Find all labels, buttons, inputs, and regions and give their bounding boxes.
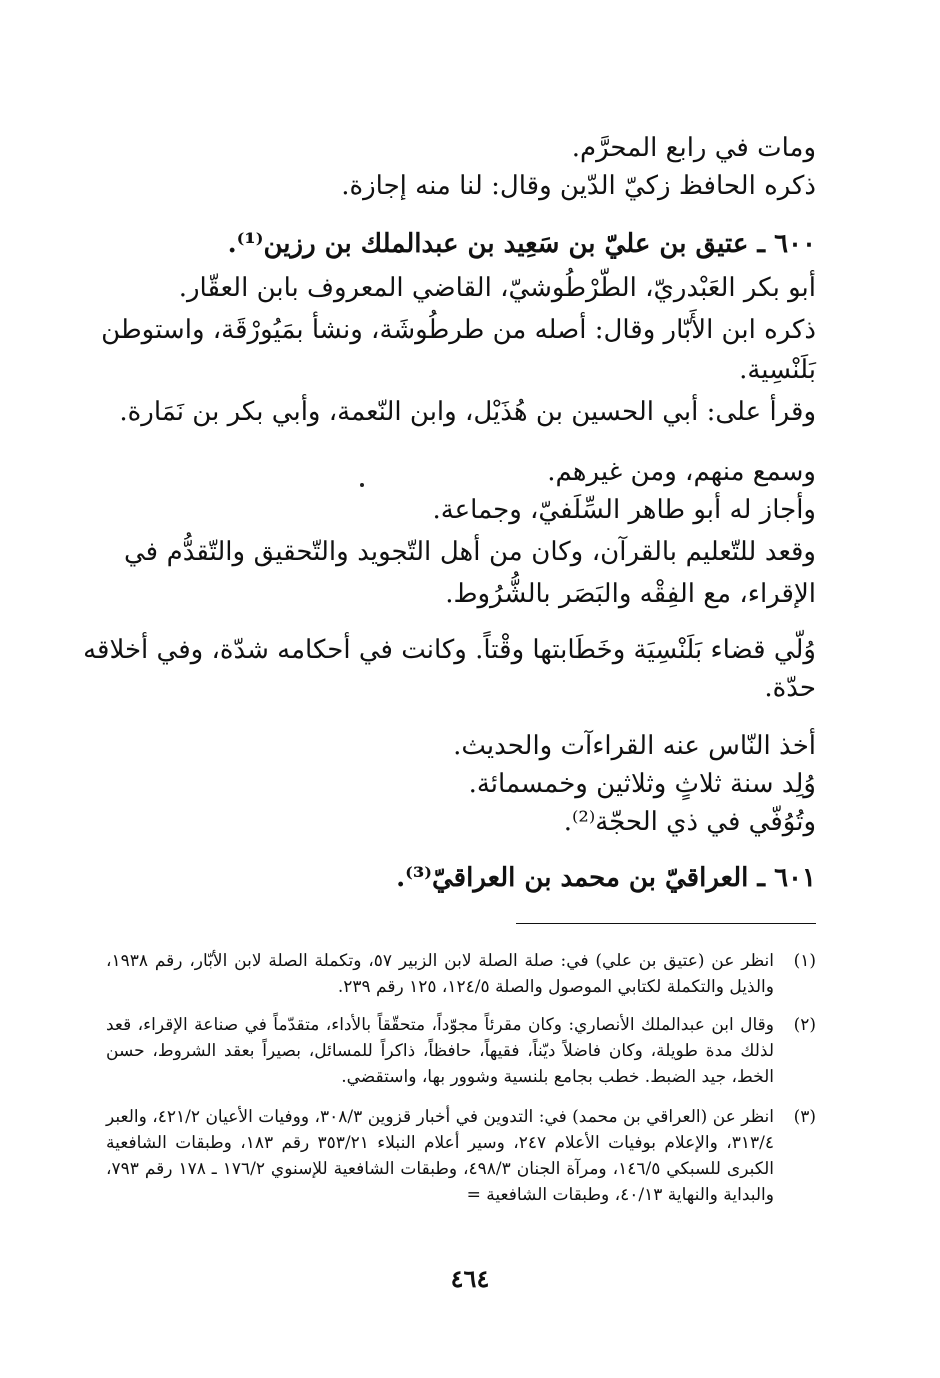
text-line: وأجاز له أبو طاهر السِّلَفيّ، وجماعة. [432, 495, 816, 525]
footnote-text: انظر عن (عتيق بن علي) في: صلة الصلة لابن الزبير ٥٧، وتكملة الصلة لابن الأبّار، رقم ١٩٣٨، والذيل والتكملة لكتابي الموصول والصلة ١٢٤/٥، ١٢٥ رقم ٢٣٩. [106, 951, 774, 997]
text-line: الإقراء، مع الفِقْه والبَصَر بالشُّرُوط. [445, 579, 816, 609]
text-line: وقعد للتّعليم بالقرآن، وكان من أهل التّجويد والتّحقيق والتّقدُّم في [124, 537, 816, 567]
footnote-3 [106, 1104, 816, 1208]
footnote-number: (٢) [793, 1015, 816, 1035]
text-line: أخذ النّاس عنه القراءآت والحديث. [453, 731, 816, 761]
text-line: وتُوُفّي في ذي الحجّة⁽²⁾. [563, 807, 816, 837]
text-line: بَلَنْسِية. [739, 355, 816, 385]
text-line: ومات في رابع المحرَّم. [571, 133, 816, 163]
stray-dot [360, 483, 364, 487]
entry-heading-601: ٦٠١ ـ العراقيّ بن محمد بن العراقيّ⁽³⁾. [396, 863, 816, 893]
text-line: ذكره الحافظ زكيّ الدّين وقال: لنا منه إجازة. [341, 171, 816, 201]
page-number: ٤٦٤ [450, 1264, 490, 1293]
text-line: وسمع منهم، ومن غيرهم. [547, 457, 816, 487]
footnote-separator [516, 923, 816, 924]
footnote-2 [106, 1012, 816, 1090]
footnote-text: انظر عن (العراقي بن محمد) في: التدوين في أخبار قزوين ٣٠٨/٣، ووفيات الأعيان ٤٢١/٢، والعبر ٣١٣/٤، والإعلام بوفيات الأعلام ٢٤٧، وسير أعلام النبلاء ٣٥٣/٢١ رقم ١٨٣، وطبقات الشافعية الكبرى للسبكي ١٤٦/٥، ومرآة الجنان ٤٩٨/٣، وطبقات الشافعية للإسنوي ١٧٦/٢ ـ ١٧٨ رقم ٧٩٣، والبداية والنهاية ٤٠/١٣، وطبقات الشافعية = [106, 1107, 774, 1205]
footnote-number: (٣) [793, 1107, 816, 1127]
text-line: حدّة. [764, 673, 816, 703]
footnote-text: وقال ابن عبدالملك الأنصاري: وكان مقرئاً مجوّداً، متحقّقاً بالأداء، متقدّماً في صناعة الإقراء، قعد لذلك مدة طويلة، وكان فاضلاً ديّناً، فقيهاً، حافظاً، ذاكراً للمسائل، بصيراً بعقد الشروط، حسن الخط، جيد الضبط. خطب بجامع بلنسية وشوور بها، واستقضي. [106, 1015, 774, 1087]
footnote-number: (١) [793, 951, 816, 971]
text-line: وقرأ على: أبي الحسين بن هُذَيْل، وابن النّعمة، وأبي بكر بن نَمَارة. [119, 397, 816, 427]
text-line: وُلّي قضاء بَلَنْسِيَة وخَطَابتها وقْتاً. وكانت في أحكامه شدّة، وفي أخلاقه [83, 635, 816, 665]
footnote-1 [106, 948, 816, 1000]
text-line: أبو بكر العَبْدريّ، الطّرْطُوشيّ، القاضي المعروف بابن العقّار. [178, 273, 816, 303]
text-line: وُلِد سنة ثلاثٍ وثلاثين وخمسمائة. [468, 769, 816, 799]
text-line: ذكره ابن الأَبّار وقال: أصله من طرطُوشَة، ونشأ بمَيُورْقَة، واستوطن [101, 315, 816, 345]
entry-heading-600: ٦٠٠ ـ عتيق بن عليّ بن سَعِيد بن عبدالملك بن رزين⁽¹⁾. [227, 229, 816, 259]
